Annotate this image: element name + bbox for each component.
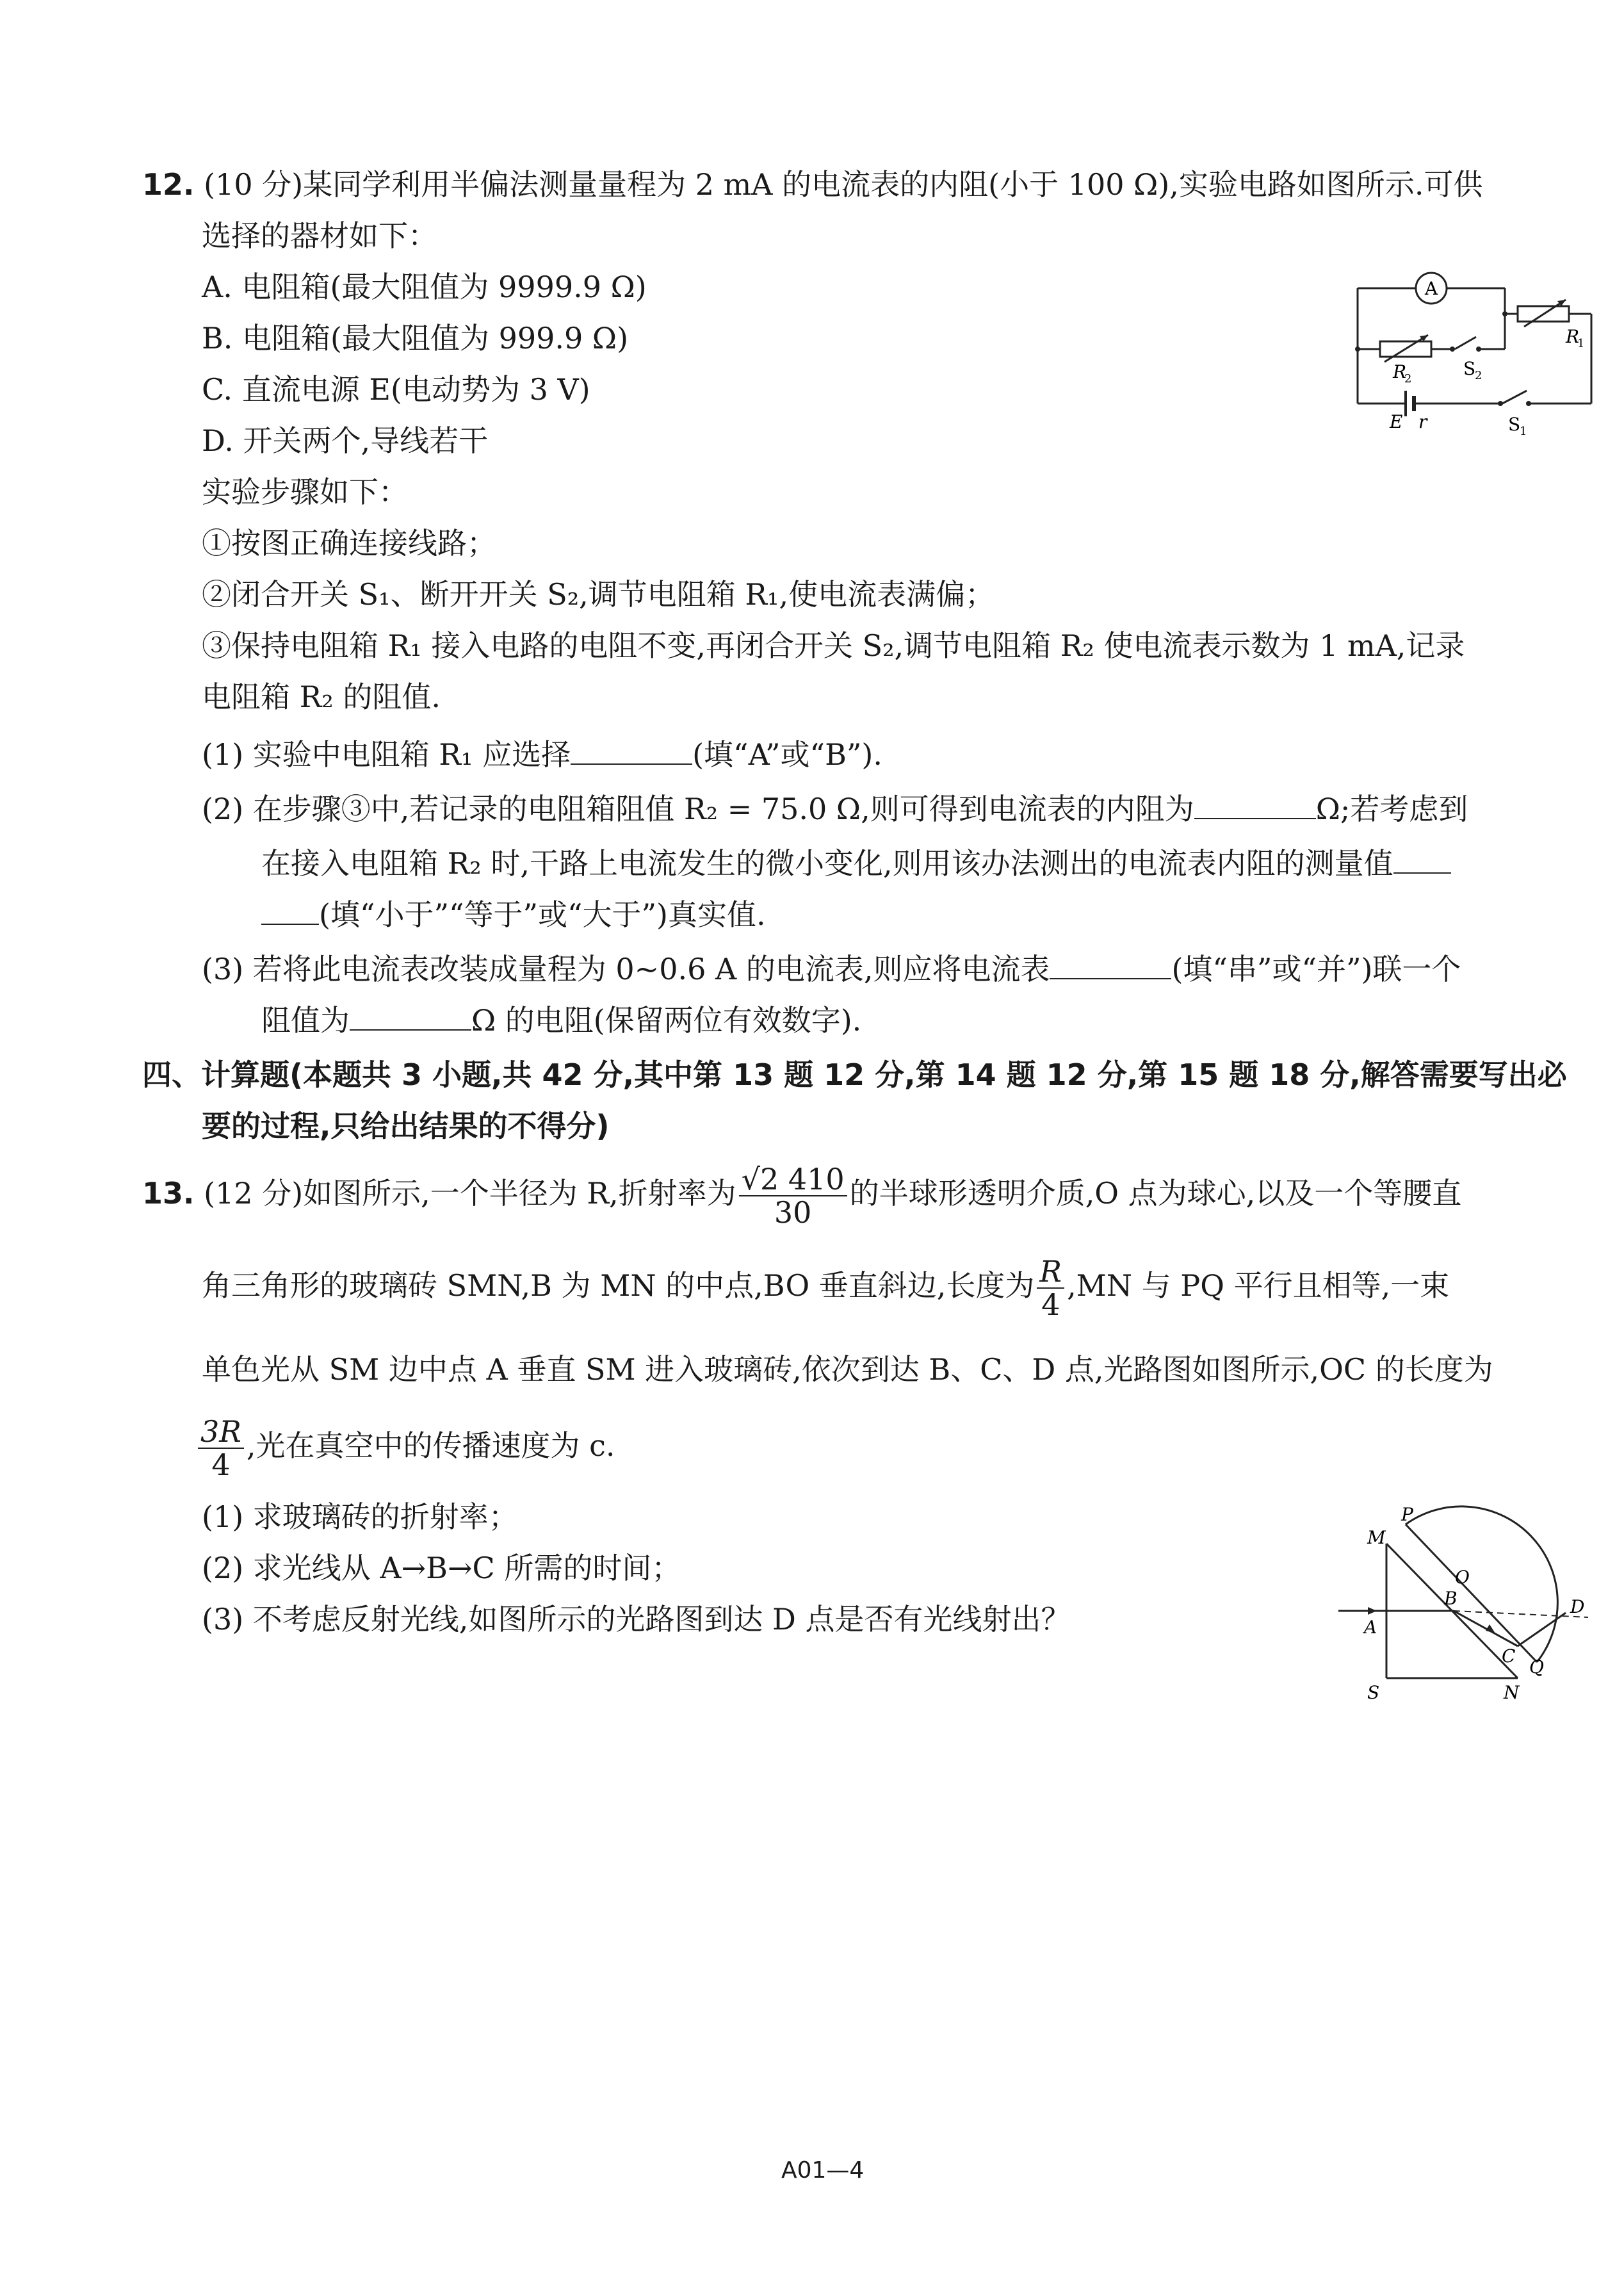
- hemisphere-arc: [1406, 1506, 1557, 1662]
- q13-bo-fraction: [1037, 1255, 1064, 1321]
- q12-step-3-cont: 电阻箱 R₂ 的阻值.: [202, 680, 441, 714]
- label-s: S: [1367, 1682, 1380, 1703]
- q12-sub3-hint: (填“串”或“并”)联一个: [1171, 952, 1461, 986]
- q12-sub3-pre: 阻值为: [261, 1003, 350, 1038]
- q13-text-2b: ,MN 与 PQ 平行且相等,一束: [1067, 1268, 1450, 1303]
- q13-text-2: 角三角形的玻璃砖 SMN,B 为 MN 的中点,BO 垂直斜边,长度为: [202, 1268, 1035, 1303]
- q12-number: 12.: [142, 167, 195, 202]
- q13-oc-fraction: [198, 1416, 244, 1481]
- ammeter-label: A: [1424, 278, 1438, 299]
- page-footer: A01—4: [781, 2157, 865, 2183]
- label-m: M: [1367, 1527, 1386, 1548]
- q13-text-4: ,光在真空中的传播速度为 c.: [246, 1428, 615, 1463]
- q12-sub-2-line-3: [261, 895, 766, 934]
- q13-line-2: [202, 1255, 1449, 1321]
- q12-sub2-unit: Ω;若考虑到: [1315, 792, 1468, 826]
- q12-sub-2-line-2: [261, 844, 1451, 883]
- q13-line-1: [142, 1163, 1461, 1228]
- label-n: N: [1504, 1682, 1520, 1703]
- q12-sub3-blank-1[interactable]: [1050, 950, 1171, 979]
- q12-sub2-hint: (填“小于”“等于”或“大于”)真实值.: [319, 897, 766, 932]
- q12-sub-3-line-2: [261, 1001, 861, 1040]
- q12-sub-3-line-1: [202, 950, 1461, 988]
- q12-sub2-blank-2b[interactable]: [261, 895, 319, 925]
- q13-line-3: 单色光从 SM 边中点 A 垂直 SM 进入玻璃砖,依次到达 B、C、D 点,光路图如图所示,OC 的长度为: [202, 1352, 1493, 1387]
- q12-intro-2: 选择的器材如下：: [202, 218, 437, 253]
- q12-step-2: ②闭合开关 S₁、断开开关 S₂,调节电阻箱 R₁,使电流表满偏；: [202, 577, 995, 612]
- q13-line-4: [195, 1416, 615, 1481]
- circuit-diagram: [1345, 263, 1601, 436]
- q12-sub2-text: (2) 在步骤③中,若记录的电阻箱阻值 R₂ = 75.0 Ω,则可得到电流表的内阻为: [202, 792, 1194, 826]
- q12-option-d: D. 开关两个,导线若干: [202, 423, 489, 458]
- q13-index-den: 30: [774, 1195, 812, 1230]
- q12-option-a: A. 电阻箱(最大阻值为 9999.9 Ω): [202, 270, 647, 304]
- q12-sub1-blank[interactable]: [571, 735, 692, 765]
- q12-sub3-blank-2[interactable]: [350, 1001, 471, 1031]
- q13-sub-1: (1) 求玻璃砖的折射率；: [202, 1499, 518, 1534]
- q13-text-1: (12 分)如图所示,一个半径为 R,折射率为: [204, 1176, 736, 1211]
- label-q: Q: [1529, 1656, 1544, 1677]
- q13-sub-2: (2) 求光线从 A→B→C 所需的时间；: [202, 1551, 681, 1585]
- section4-heading-1: 四、计算题(本题共 3 小题,共 42 分,其中第 13 题 12 分,第 14 题 12 分,第 15 题 18 分,解答需要写出必: [142, 1057, 1567, 1092]
- q13-oc-num: 3R: [198, 1416, 244, 1449]
- label-d: D: [1570, 1596, 1585, 1617]
- q12-sub2-text-2: 在接入电阻箱 R₂ 时,干路上电流发生的微小变化,则用该办法测出的电流表内阻的测量值: [261, 846, 1393, 881]
- q12-sub2-blank-1[interactable]: [1194, 790, 1316, 819]
- q12-sub2-blank-2a[interactable]: [1393, 844, 1451, 874]
- q13-sub-3: (3) 不考虑反射光线,如图所示的光路图到达 D 点是否有光线射出？: [202, 1602, 1071, 1636]
- r1-label: R: [1566, 326, 1580, 347]
- q12-option-b: B. 电阻箱(最大阻值为 999.9 Ω): [202, 321, 629, 355]
- s1-sub: 1: [1520, 425, 1527, 436]
- q12-step-1: ①按图正确连接线路；: [202, 526, 496, 560]
- r1-sub: 1: [1577, 337, 1585, 350]
- q13-text-1b: 的半球形透明介质,O 点为球心,以及一个等腰直: [849, 1176, 1462, 1211]
- q12-steps-heading: 实验步骤如下：: [202, 475, 408, 509]
- e-label: E: [1390, 411, 1403, 432]
- optics-diagram: [1332, 1505, 1601, 1704]
- q13-number: 13.: [142, 1176, 195, 1211]
- r2-sub: 2: [1404, 372, 1412, 386]
- q12-sub-1: [202, 735, 882, 774]
- q12-sub3-post: Ω 的电阻(保留两位有效数字).: [471, 1003, 862, 1038]
- q12-intro-1: (10 分)某同学利用半偏法测量量程为 2 mA 的电流表的内阻(小于 100 Ω),实验电路如图所示.可供: [204, 167, 1483, 202]
- label-o: O: [1455, 1567, 1470, 1588]
- section4-heading-2: 要的过程,只给出结果的不得分): [202, 1109, 610, 1143]
- q12-sub1-hint: (填“A”或“B”).: [692, 737, 882, 772]
- label-p: P: [1401, 1505, 1413, 1525]
- q12-line-1: [142, 165, 1482, 204]
- q12-sub-2-line-1: [202, 790, 1468, 828]
- diameter-pq: [1406, 1524, 1537, 1662]
- q12-sub3-text: (3) 若将此电流表改装成量程为 0~0.6 A 的电流表,则应将电流表: [202, 952, 1050, 986]
- q13-oc-den: 4: [211, 1448, 231, 1482]
- label-c: C: [1502, 1645, 1516, 1667]
- label-a: A: [1364, 1617, 1377, 1638]
- q13-index-fraction: [739, 1163, 847, 1228]
- q13-bo-den: 4: [1041, 1287, 1060, 1322]
- s1-label: S: [1508, 414, 1521, 435]
- s2-label: S: [1463, 358, 1476, 379]
- q12-sub1-text: (1) 实验中电阻箱 R₁ 应选择: [202, 737, 571, 772]
- q12-option-c: C. 直流电源 E(电动势为 3 V): [202, 372, 590, 407]
- s2-sub: 2: [1475, 369, 1482, 382]
- q13-bo-num: R: [1037, 1255, 1064, 1289]
- r-label: r: [1418, 411, 1427, 432]
- r2-label: R: [1393, 361, 1407, 382]
- label-b: B: [1444, 1588, 1458, 1609]
- q12-step-3: ③保持电阻箱 R₁ 接入电路的电阻不变,再闭合开关 S₂,调节电阻箱 R₂ 使电流表示数为 1 mA,记录: [202, 628, 1465, 663]
- q13-index-num: √2 410: [739, 1163, 847, 1196]
